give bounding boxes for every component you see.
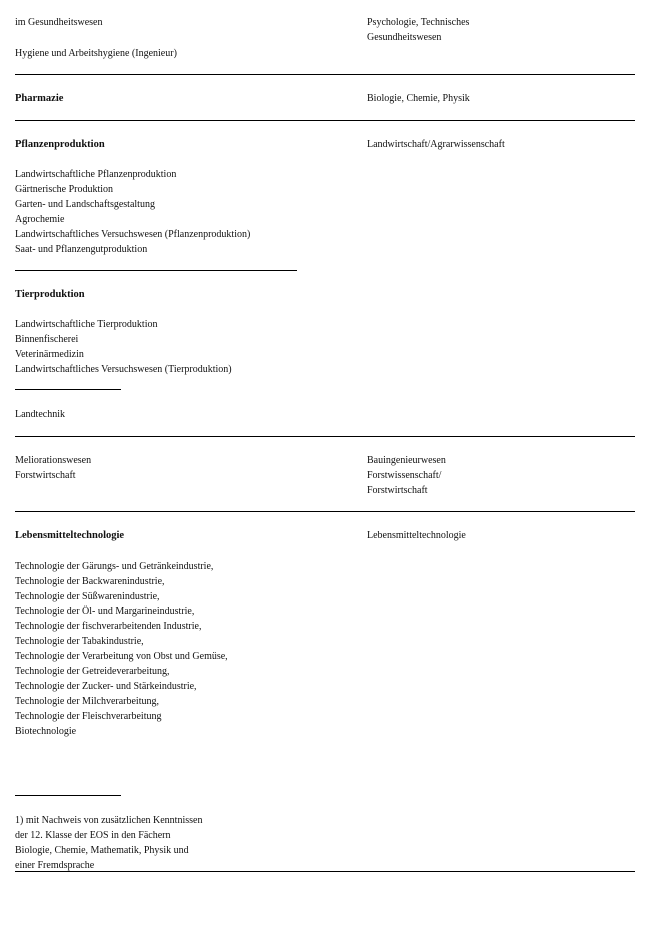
list-item: Veterinärmedizin	[15, 349, 84, 360]
list-item: Technologie der Öl- und Margarineindustrie,	[15, 606, 195, 617]
list-item: Saat- und Pflanzengutproduktion	[15, 244, 148, 255]
tier-list	[15, 317, 232, 377]
melioration-left-line1: Meliorationswesen	[15, 455, 92, 466]
list-item: Technologie der Milchverarbeitung,	[15, 696, 159, 707]
divider-4	[15, 389, 121, 390]
list-item: Technologie der Zucker- und Stärkeindustrie,	[15, 681, 197, 692]
list-item: Biotechnologie	[15, 726, 77, 737]
list-item: Technologie der Tabakindustrie,	[15, 636, 144, 647]
melioration-right-line3: Forstwirtschaft	[367, 485, 428, 496]
footnote-separator	[15, 795, 121, 796]
list-item: Binnenfischerei	[15, 334, 79, 345]
pflanzen-right: Landwirtschaft/Agrarwissenschaft	[367, 139, 505, 150]
divider-3	[15, 270, 297, 271]
section-heading-tierproduktion: Tierproduktion	[15, 289, 85, 300]
section-heading-pharmazie: Pharmazie	[15, 93, 64, 104]
list-item: Landwirtschaftliche Pflanzenproduktion	[15, 169, 177, 180]
divider-1	[15, 74, 635, 75]
divider-2	[15, 120, 635, 121]
list-item: Agrochemie	[15, 214, 65, 225]
list-item: Landwirtschaftliches Versuchswesen (Pflanzenproduktion)	[15, 229, 251, 240]
footnote-line: einer Fremdsprache	[15, 860, 95, 871]
list-item: Technologie der fischverarbeitenden Industrie,	[15, 621, 202, 632]
list-item: Garten- und Landschaftsgestaltung	[15, 199, 155, 210]
section-heading-pflanzenproduktion: Pflanzenproduktion	[15, 139, 105, 150]
list-item: Gärtnerische Produktion	[15, 184, 114, 195]
section-heading-lebensmitteltechnologie: Lebensmitteltechnologie	[15, 530, 125, 541]
melioration-right-line1: Bauingenieurwesen	[367, 455, 446, 466]
list-item: Technologie der Gärungs- und Getränkeindustrie,	[15, 561, 214, 572]
footnote-line: 1) mit Nachweis von zusätzlichen Kenntnissen	[15, 815, 203, 826]
top-right-line1: Psychologie, Technisches	[367, 17, 470, 28]
lebensmittel-right: Lebensmitteltechnologie	[367, 530, 466, 541]
list-item: Technologie der Backwarenindustrie,	[15, 576, 165, 587]
footnote	[15, 813, 202, 873]
list-item: Technologie der Süßwarenindustrie,	[15, 591, 160, 602]
divider-5	[15, 436, 635, 437]
list-item: Technologie der Verarbeitung von Obst und Gemüse,	[15, 651, 228, 662]
top-left-line1: im Gesundheitswesen	[15, 17, 103, 28]
list-item: Technologie der Getreideverarbeitung,	[15, 666, 170, 677]
landtechnik-label: Landtechnik	[15, 409, 65, 420]
list-item: Landwirtschaftliche Tierproduktion	[15, 319, 158, 330]
top-left-line2: Hygiene und Arbeitshygiene (Ingenieur)	[15, 48, 177, 59]
footnote-line: Biologie, Chemie, Mathematik, Physik und	[15, 845, 189, 856]
melioration-left-line2: Forstwirtschaft	[15, 470, 76, 481]
top-right-line2: Gesundheitswesen	[367, 32, 442, 43]
pflanzen-list	[15, 167, 250, 257]
list-item: Technologie der Fleischverarbeitung	[15, 711, 162, 722]
pharmazie-right: Biologie, Chemie, Physik	[367, 93, 470, 104]
lebensmittel-list	[15, 559, 228, 739]
divider-6	[15, 511, 635, 512]
divider-bottom	[15, 871, 635, 872]
list-item: Landwirtschaftliches Versuchswesen (Tierproduktion)	[15, 364, 232, 375]
footnote-line: der 12. Klasse der EOS in den Fächern	[15, 830, 171, 841]
melioration-right-line2: Forstwissenschaft/	[367, 470, 442, 481]
